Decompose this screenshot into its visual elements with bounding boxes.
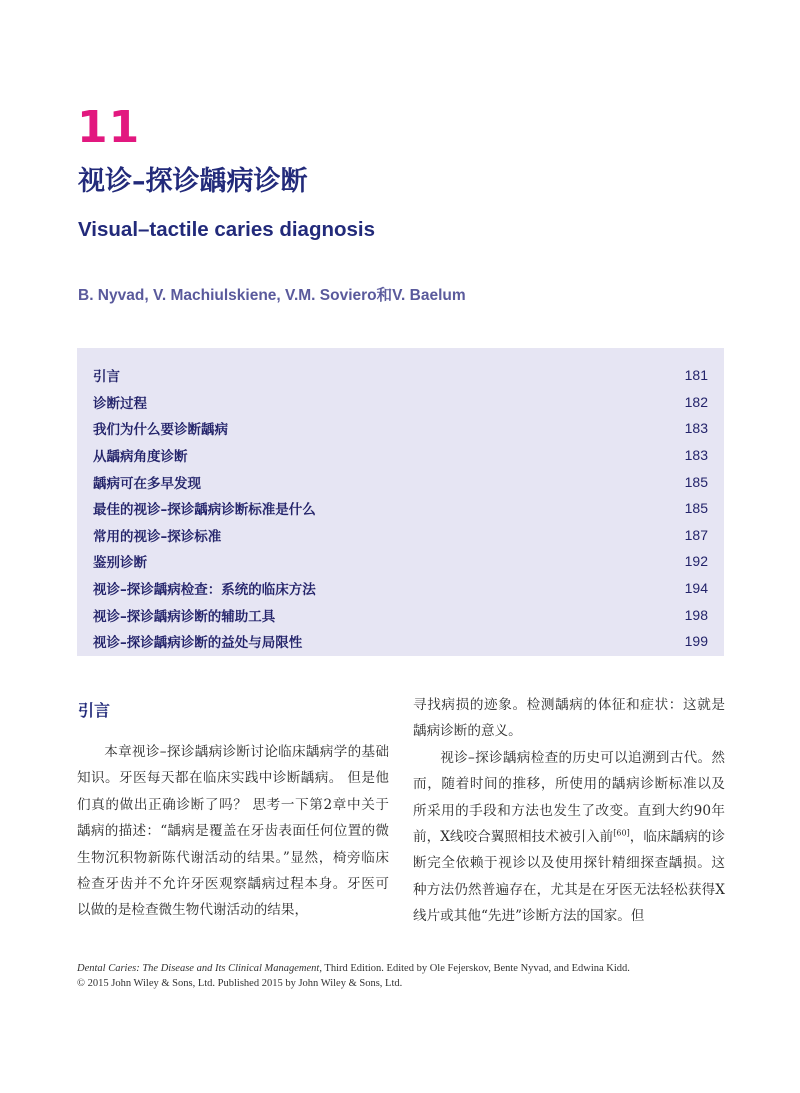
toc-item-label: 最佳的视诊–探诊龋病诊断标准是什么 — [93, 502, 316, 519]
chapter-title-chinese: 视诊–探诊龋病诊断 — [78, 166, 308, 197]
toc-item[interactable] — [93, 442, 708, 469]
chapter-title-english: Visual–tactile caries diagnosis — [78, 218, 376, 241]
toc-item[interactable] — [93, 548, 708, 575]
toc-item[interactable] — [93, 601, 708, 628]
toc-item-label: 常用的视诊–探诊标准 — [93, 528, 222, 545]
footer-line-2: © 2015 John Wiley & Sons, Ltd. Published 2015 by John Wiley & Sons, Ltd. — [77, 978, 403, 989]
toc-item-label: 视诊–探诊龋病检查：系统的临床方法 — [93, 582, 316, 599]
toc-item[interactable] — [93, 522, 708, 549]
footer-edition-text: , Third Edition. Edited by Ole Fejerskov, Bente Nyvad, and Edwina Kidd. — [319, 963, 630, 974]
toc-item-page: 185 — [684, 473, 708, 490]
section-heading-introduction: 引言 — [78, 701, 111, 720]
table-of-contents — [77, 348, 724, 656]
body-paragraph: 寻找病损的迹象。检测龋病的体征和症状：这就是龋病诊断的意义。 — [413, 697, 725, 740]
toc-item-page: 187 — [684, 526, 708, 543]
copyright-footer — [77, 961, 630, 991]
body-column-left — [77, 739, 389, 924]
toc-item-label: 从龋病角度诊断 — [93, 449, 188, 466]
toc-item[interactable] — [93, 468, 708, 495]
toc-item-page: 192 — [684, 553, 708, 570]
toc-item[interactable] — [93, 415, 708, 442]
toc-item-label: 我们为什么要诊断龋病 — [93, 422, 228, 439]
body-column-right — [413, 692, 725, 930]
toc-item-label: 引言 — [93, 369, 120, 386]
toc-item[interactable] — [93, 495, 708, 522]
toc-item-label: 视诊–探诊龋病诊断的益处与局限性 — [93, 635, 303, 652]
toc-item-label: 鉴别诊断 — [93, 555, 147, 572]
footer-line-1 — [77, 961, 630, 976]
toc-item-label: 龋病可在多早发现 — [93, 475, 201, 492]
toc-item-page: 181 — [684, 367, 708, 384]
toc-item-page: 185 — [684, 500, 708, 517]
toc-item-page: 194 — [684, 580, 708, 597]
paragraph-text: 视诊–探诊龋病检查的历史可以追溯到古代。然而，随着时间的推移，所使用的龋病诊断标准以及所采用的手段和方法也发生了改变。直到大约90年前，X线咬合翼照相技术被引入前 — [413, 749, 725, 846]
toc-item[interactable] — [93, 628, 708, 655]
toc-item-page: 198 — [684, 606, 708, 623]
toc-item-page: 183 — [684, 447, 708, 464]
toc-item-page: 182 — [684, 393, 708, 410]
citation-reference[interactable]: [60] — [613, 828, 630, 838]
paragraph-text: ，临床龋病的诊断完全依赖于视诊以及使用探针精细探查龋损。这种方法仍然普遍存在，尤其是在牙医无法轻松获得X线片或其他“先进”诊断方法的国家。但 — [413, 829, 725, 925]
toc-item[interactable] — [93, 362, 708, 389]
toc-item-label: 视诊–探诊龋病诊断的辅助工具 — [93, 608, 276, 625]
book-title: Dental Caries: The Disease and Its Clinical Management — [77, 963, 320, 974]
body-paragraph — [413, 745, 725, 930]
body-paragraph: 本章视诊–探诊龋病诊断讨论临床龋病学的基础知识。牙医每天都在临床实践中诊断龋病。 但是他们真的做出正确诊断了吗？ 思考一下第2章中关于龋病的描述：“龋病是覆盖在牙齿表面任何位置的微生物沉积物新陈代谢活动的结果。”显然，椅旁临床检查牙齿并不允许牙医观察龋病过程本身。牙医可以做的是检查微生物代谢活动的结果， — [77, 744, 389, 919]
toc-item[interactable] — [93, 389, 708, 416]
toc-item-page: 199 — [684, 633, 708, 650]
toc-item[interactable] — [93, 575, 708, 602]
chapter-number: 11 — [77, 102, 141, 153]
chapter-authors: B. Nyvad, V. Machiulskiene, V.M. Soviero和V. Baelum — [78, 287, 466, 304]
toc-item-page: 183 — [684, 420, 708, 437]
toc-item-label: 诊断过程 — [93, 395, 147, 412]
toc-list — [93, 362, 708, 655]
